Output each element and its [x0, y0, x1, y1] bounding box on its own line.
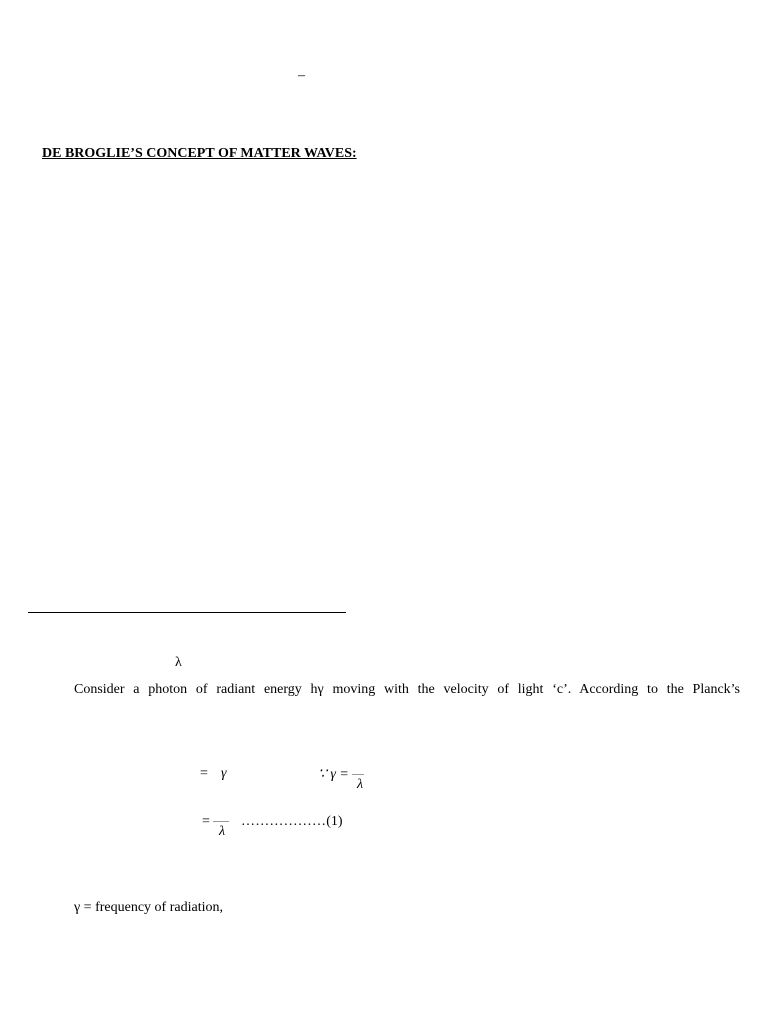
eq2-fraction-bar	[213, 821, 229, 822]
eq2-equals-sign: =	[202, 814, 210, 829]
eq2-denominator-lambda: λ	[219, 824, 226, 839]
eq2-number-line	[241, 814, 343, 830]
eq1-equals: =	[200, 766, 208, 781]
gamma-definition: γ = frequency of radiation,	[74, 900, 223, 915]
section-heading	[28, 146, 357, 162]
heading-indent	[28, 146, 42, 161]
eq1-because-text: ∵ γ =	[318, 767, 349, 782]
stray-dash: –	[298, 68, 305, 83]
heading-text: DE BROGLIE’S CONCEPT OF MATTER WAVES:	[42, 146, 357, 161]
eq2-equals	[202, 814, 229, 830]
eq1-fraction-bar	[352, 774, 364, 775]
body-paragraph: Consider a photon of radiant energy hγ moving with the velocity of light ‘c’. According to the Planck’s	[74, 682, 740, 697]
horizontal-rule	[28, 612, 346, 613]
eq1-gamma: γ	[221, 766, 227, 781]
eq1-denominator-lambda: λ	[357, 777, 364, 792]
eq2-dots: ………………	[241, 814, 327, 829]
lambda-symbol: λ	[175, 655, 182, 670]
eq2-number: (1)	[326, 814, 343, 829]
